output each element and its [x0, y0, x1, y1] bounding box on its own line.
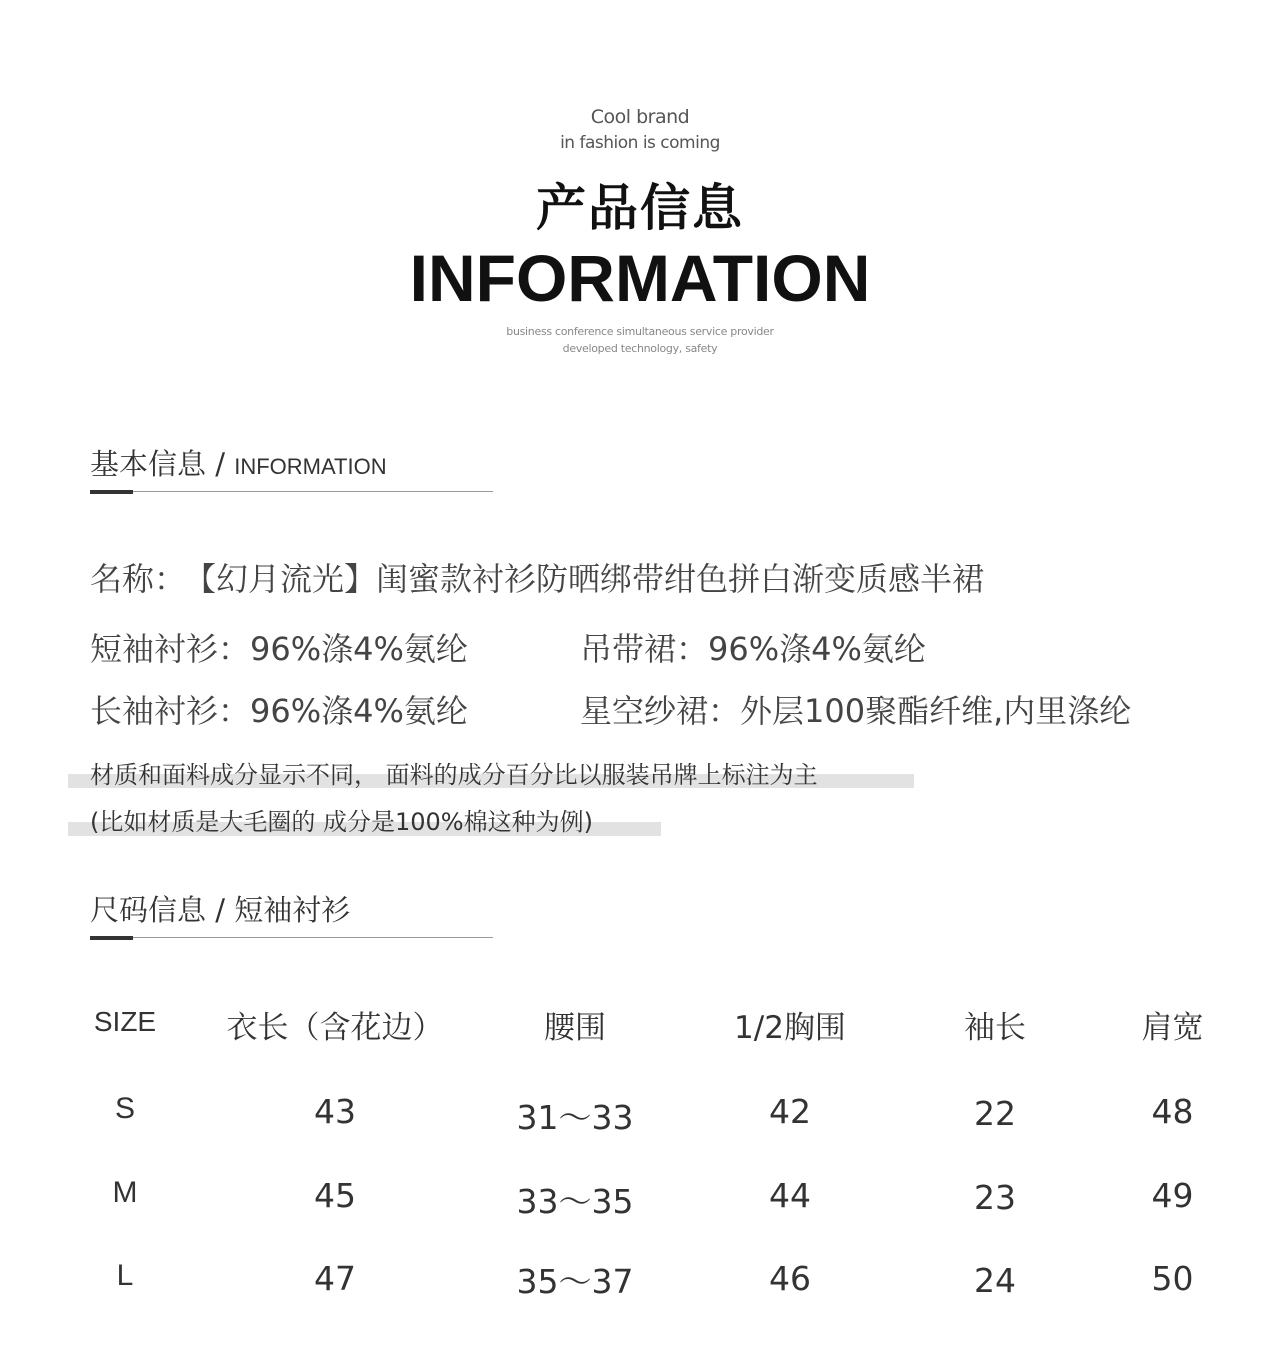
table-header-sleeve: 袖长	[964, 1010, 1026, 1046]
table-cell: 24	[974, 1261, 1016, 1300]
table-cell: 22	[974, 1094, 1016, 1133]
table-header-chest: 1/2胸围	[734, 1010, 846, 1046]
table-cell: 23	[974, 1178, 1016, 1217]
table-header-size: SIZE	[93, 1006, 157, 1037]
section-accent-bar	[90, 936, 133, 940]
table-cell: 33～35	[516, 1182, 634, 1221]
material-tulle-skirt: 星空纱裙：外层100聚酯纤维,内里涤纶	[580, 692, 1132, 730]
table-cell: 46	[769, 1259, 811, 1298]
material-note-2: (比如材质是大毛圈的 成分是100%棉这种为例)	[90, 808, 593, 836]
table-cell: 49	[1151, 1176, 1194, 1215]
table-cell: 31～33	[516, 1098, 634, 1137]
table-cell-size: L	[116, 1259, 134, 1292]
table-header-waist: 腰围	[544, 1010, 606, 1046]
section-divider	[90, 937, 493, 938]
table-header-shoulder: 肩宽	[1141, 1010, 1204, 1046]
brand-tagline-1: Cool brand	[590, 106, 690, 128]
page-title-en: INFORMATION	[409, 241, 871, 315]
product-name-label: 名称：	[90, 560, 187, 598]
section-accent-bar	[90, 490, 133, 494]
table-cell: 35～37	[516, 1262, 634, 1301]
table-cell-size: S	[114, 1092, 135, 1125]
basic-info-heading	[90, 442, 387, 483]
table-cell: 44	[769, 1176, 811, 1215]
product-name	[90, 554, 984, 600]
table-cell: 47	[314, 1259, 356, 1298]
table-header-length: 衣长（含花边）	[226, 1010, 444, 1046]
page-title-cn: 产品信息	[536, 179, 744, 237]
table-cell: 50	[1151, 1259, 1194, 1298]
header-subtext-2: developed technology, safety	[562, 342, 718, 355]
material-slip-dress: 吊带裙：96%涤4%氨纶	[580, 630, 926, 668]
section-divider	[90, 491, 493, 492]
product-name-value: 【幻月流光】闺蜜款衬衫防晒绑带绀色拼白渐变质感半裙	[200, 560, 985, 598]
table-cell: 45	[314, 1176, 356, 1215]
header-subtext-1: business conference simultaneous service provider	[506, 325, 774, 338]
material-long-sleeve: 长袖衬衫：96%涤4%氨纶	[90, 692, 468, 730]
size-info-heading: 尺码信息 / 短袖衬衫	[90, 893, 351, 927]
material-note-1: 材质和面料成分显示不同， 面料的成分百分比以服装吊牌上标注为主	[90, 761, 818, 789]
basic-info-heading-cn: 基本信息 /	[90, 447, 235, 481]
table-cell-size: M	[112, 1176, 138, 1209]
material-short-sleeve: 短袖衬衫：96%涤4%氨纶	[90, 630, 468, 668]
basic-info-heading-en: INFORMATION	[234, 454, 387, 479]
brand-tagline-2: in fashion is coming	[560, 133, 720, 153]
table-cell: 48	[1151, 1092, 1194, 1131]
table-cell: 42	[769, 1092, 811, 1131]
table-cell: 43	[314, 1092, 356, 1131]
